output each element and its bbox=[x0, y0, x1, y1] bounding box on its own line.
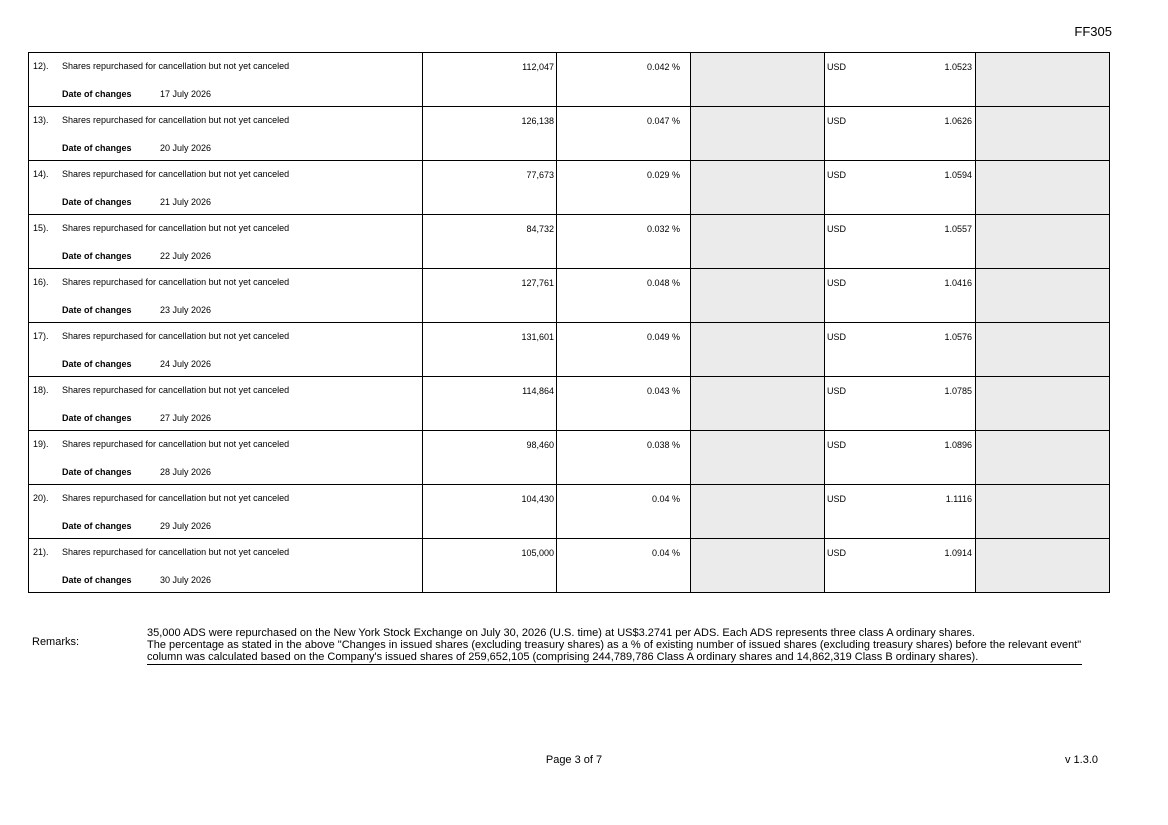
row-number: 18). bbox=[33, 385, 49, 395]
table-row bbox=[29, 269, 1110, 323]
empty-grey-cell bbox=[976, 323, 1110, 377]
shares-value: 126,138 bbox=[521, 116, 554, 126]
percent-value: 0.042 % bbox=[646, 62, 680, 72]
date-of-changes-label: Date of changes bbox=[62, 89, 132, 99]
date-of-changes-label: Date of changes bbox=[62, 197, 132, 207]
empty-grey-cell bbox=[976, 269, 1110, 323]
currency-value: USD bbox=[827, 494, 847, 504]
version-label: v 1.3.0 bbox=[1064, 754, 1098, 766]
shares-cell bbox=[423, 161, 557, 215]
empty-grey-cell bbox=[976, 539, 1110, 593]
currency-value: USD bbox=[827, 224, 847, 234]
remarks-paragraph-1: 35,000 ADS were repurchased on the New York Stock Exchange on July 30, 2026 (U.S. time) at US$3.2741 per ADS. Each ADS represents three class A ordinary shares. bbox=[147, 627, 975, 639]
row-number: 17). bbox=[33, 331, 49, 341]
description-cell bbox=[29, 53, 423, 107]
price-value: 1.0594 bbox=[944, 170, 972, 180]
empty-grey-cell bbox=[691, 53, 825, 107]
currency-value: USD bbox=[827, 62, 847, 72]
price-value: 1.0557 bbox=[944, 224, 972, 234]
date-of-changes-label: Date of changes bbox=[62, 575, 132, 585]
empty-grey-cell bbox=[691, 161, 825, 215]
price-value: 1.0914 bbox=[944, 548, 972, 558]
shares-cell bbox=[423, 323, 557, 377]
price-cell bbox=[825, 107, 976, 161]
table-row bbox=[29, 539, 1110, 593]
price-cell bbox=[825, 323, 976, 377]
shares-value: 77,673 bbox=[526, 170, 554, 180]
empty-grey-cell bbox=[691, 323, 825, 377]
price-value: 1.0896 bbox=[944, 440, 972, 450]
description-cell bbox=[29, 161, 423, 215]
shares-cell bbox=[423, 269, 557, 323]
currency-value: USD bbox=[827, 386, 847, 396]
row-number: 21). bbox=[33, 547, 49, 557]
date-of-changes-label: Date of changes bbox=[62, 143, 132, 153]
empty-grey-cell bbox=[976, 161, 1110, 215]
percent-cell bbox=[557, 323, 691, 377]
table-row bbox=[29, 215, 1110, 269]
row-number: 13). bbox=[33, 115, 49, 125]
date-of-changes-value: 30 July 2026 bbox=[160, 575, 212, 585]
description-cell bbox=[29, 323, 423, 377]
price-cell bbox=[825, 485, 976, 539]
currency-value: USD bbox=[827, 170, 847, 180]
price-cell bbox=[825, 161, 976, 215]
price-value: 1.0523 bbox=[944, 62, 972, 72]
empty-grey-cell bbox=[691, 431, 825, 485]
price-cell bbox=[825, 53, 976, 107]
price-value: 1.0576 bbox=[944, 332, 972, 342]
percent-cell bbox=[557, 377, 691, 431]
row-description: Shares repurchased for cancellation but not yet canceled bbox=[62, 223, 290, 233]
table-row bbox=[29, 323, 1110, 377]
row-description: Shares repurchased for cancellation but not yet canceled bbox=[62, 439, 290, 449]
row-description: Shares repurchased for cancellation but not yet canceled bbox=[62, 331, 290, 341]
date-of-changes-value: 23 July 2026 bbox=[160, 305, 212, 315]
description-cell bbox=[29, 377, 423, 431]
description-cell bbox=[29, 485, 423, 539]
empty-grey-cell bbox=[691, 215, 825, 269]
remarks-label: Remarks: bbox=[32, 636, 80, 648]
table-row bbox=[29, 107, 1110, 161]
row-description: Shares repurchased for cancellation but not yet canceled bbox=[62, 169, 290, 179]
percent-value: 0.047 % bbox=[646, 116, 680, 126]
shares-cell bbox=[423, 539, 557, 593]
empty-grey-cell bbox=[691, 377, 825, 431]
currency-value: USD bbox=[827, 548, 847, 558]
date-of-changes-value: 29 July 2026 bbox=[160, 521, 212, 531]
table-row bbox=[29, 377, 1110, 431]
empty-grey-cell bbox=[976, 377, 1110, 431]
remarks-paragraph-2: The percentage as stated in the above "Changes in issued shares (excluding treasury shares) as a % of existing number of issued shares (excluding treasury shares) before the relevant event" column was calculated based on the Company's issued shares of 259,652,105 (comprising 244,789,786 Class A ordinary shares and 14,862,319 Class B ordinary shares). bbox=[147, 639, 1082, 663]
shares-value: 105,000 bbox=[521, 548, 554, 558]
empty-grey-cell bbox=[976, 53, 1110, 107]
price-cell bbox=[825, 215, 976, 269]
remarks-text bbox=[147, 627, 1082, 665]
percent-value: 0.048 % bbox=[646, 278, 680, 288]
shares-value: 98,460 bbox=[526, 440, 554, 450]
empty-grey-cell bbox=[976, 215, 1110, 269]
empty-grey-cell bbox=[691, 107, 825, 161]
form-code: FF305 bbox=[1074, 24, 1112, 39]
shares-cell bbox=[423, 53, 557, 107]
date-of-changes-label: Date of changes bbox=[62, 467, 132, 477]
table-row bbox=[29, 161, 1110, 215]
currency-value: USD bbox=[827, 116, 847, 126]
empty-grey-cell bbox=[976, 107, 1110, 161]
row-description: Shares repurchased for cancellation but not yet canceled bbox=[62, 115, 290, 125]
date-of-changes-label: Date of changes bbox=[62, 305, 132, 315]
percent-value: 0.043 % bbox=[646, 386, 680, 396]
date-of-changes-value: 22 July 2026 bbox=[160, 251, 212, 261]
row-description: Shares repurchased for cancellation but not yet canceled bbox=[62, 493, 290, 503]
row-number: 16). bbox=[33, 277, 49, 287]
percent-cell bbox=[557, 215, 691, 269]
date-of-changes-value: 28 July 2026 bbox=[160, 467, 212, 477]
currency-value: USD bbox=[827, 332, 847, 342]
description-cell bbox=[29, 215, 423, 269]
date-of-changes-value: 27 July 2026 bbox=[160, 413, 212, 423]
shares-value: 131,601 bbox=[521, 332, 554, 342]
price-value: 1.0785 bbox=[944, 386, 972, 396]
date-of-changes-label: Date of changes bbox=[62, 251, 132, 261]
percent-value: 0.029 % bbox=[646, 170, 680, 180]
table-row bbox=[29, 431, 1110, 485]
percent-cell bbox=[557, 107, 691, 161]
price-value: 1.1116 bbox=[945, 494, 972, 504]
shares-cell bbox=[423, 377, 557, 431]
description-cell bbox=[29, 431, 423, 485]
percent-cell bbox=[557, 269, 691, 323]
shares-cell bbox=[423, 107, 557, 161]
percent-cell bbox=[557, 161, 691, 215]
percent-value: 0.04 % bbox=[651, 548, 680, 558]
date-of-changes-label: Date of changes bbox=[62, 521, 132, 531]
row-number: 20). bbox=[33, 493, 49, 503]
shares-value: 104,430 bbox=[521, 494, 554, 504]
date-of-changes-label: Date of changes bbox=[62, 413, 132, 423]
shares-value: 127,761 bbox=[521, 278, 554, 288]
percent-value: 0.049 % bbox=[646, 332, 680, 342]
row-number: 12). bbox=[33, 61, 49, 71]
percent-value: 0.04 % bbox=[651, 494, 680, 504]
price-value: 1.0416 bbox=[944, 278, 972, 288]
date-of-changes-value: 21 July 2026 bbox=[160, 197, 212, 207]
empty-grey-cell bbox=[691, 485, 825, 539]
table-row bbox=[29, 53, 1110, 107]
percent-cell bbox=[557, 539, 691, 593]
date-of-changes-value: 17 July 2026 bbox=[160, 89, 212, 99]
row-description: Shares repurchased for cancellation but not yet canceled bbox=[62, 61, 290, 71]
share-changes-body bbox=[29, 53, 1110, 593]
shares-cell bbox=[423, 215, 557, 269]
share-changes-table bbox=[28, 52, 1110, 593]
date-of-changes-label: Date of changes bbox=[62, 359, 132, 369]
price-cell bbox=[825, 269, 976, 323]
percent-cell bbox=[557, 53, 691, 107]
row-number: 19). bbox=[33, 439, 49, 449]
description-cell bbox=[29, 107, 423, 161]
row-number: 15). bbox=[33, 223, 49, 233]
currency-value: USD bbox=[827, 278, 847, 288]
price-cell bbox=[825, 539, 976, 593]
shares-value: 84,732 bbox=[526, 224, 554, 234]
price-value: 1.0626 bbox=[944, 116, 972, 126]
shares-cell bbox=[423, 485, 557, 539]
shares-value: 114,864 bbox=[522, 386, 554, 396]
empty-grey-cell bbox=[691, 539, 825, 593]
percent-value: 0.032 % bbox=[646, 224, 680, 234]
shares-cell bbox=[423, 431, 557, 485]
date-of-changes-value: 24 July 2026 bbox=[160, 359, 212, 369]
price-cell bbox=[825, 377, 976, 431]
row-description: Shares repurchased for cancellation but not yet canceled bbox=[62, 385, 290, 395]
percent-value: 0.038 % bbox=[646, 440, 680, 450]
date-of-changes-value: 20 July 2026 bbox=[160, 143, 212, 153]
description-cell bbox=[29, 269, 423, 323]
description-cell bbox=[29, 539, 423, 593]
page-number: Page 3 of 7 bbox=[545, 754, 603, 766]
row-number: 14). bbox=[33, 169, 49, 179]
empty-grey-cell bbox=[976, 431, 1110, 485]
percent-cell bbox=[557, 431, 691, 485]
shares-value: 112,047 bbox=[522, 62, 554, 72]
table-row bbox=[29, 485, 1110, 539]
row-description: Shares repurchased for cancellation but not yet canceled bbox=[62, 547, 290, 557]
price-cell bbox=[825, 431, 976, 485]
empty-grey-cell bbox=[976, 485, 1110, 539]
empty-grey-cell bbox=[691, 269, 825, 323]
row-description: Shares repurchased for cancellation but not yet canceled bbox=[62, 277, 290, 287]
percent-cell bbox=[557, 485, 691, 539]
currency-value: USD bbox=[827, 440, 847, 450]
